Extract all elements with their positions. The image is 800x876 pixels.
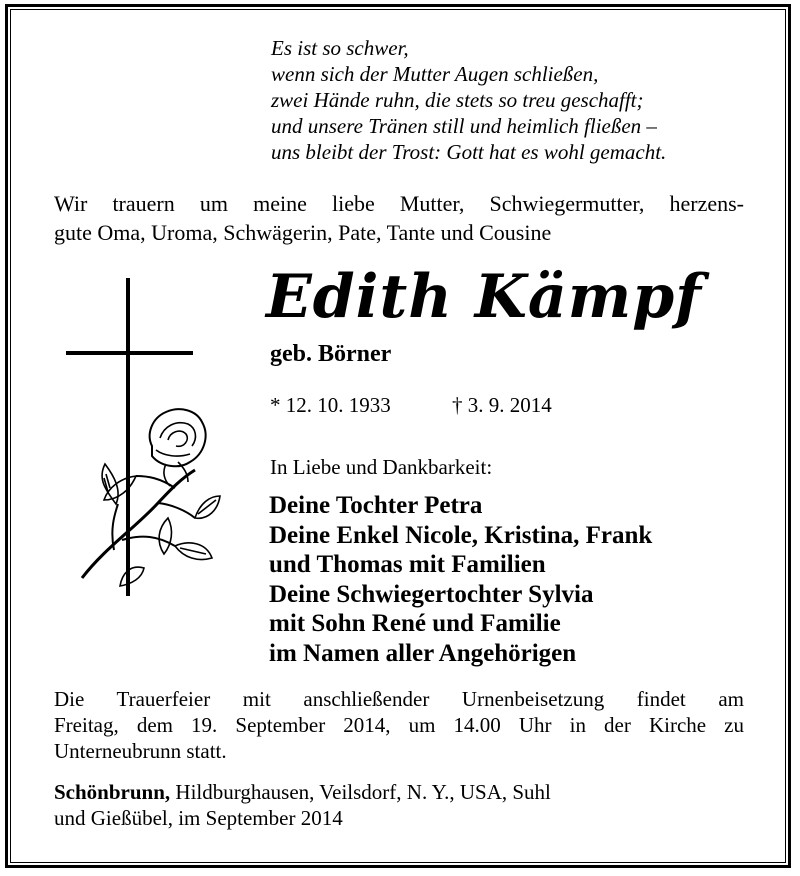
thanks-line: In Liebe und Dankbarkeit:: [270, 455, 493, 479]
place-rest: Hildburghausen, Veilsdorf, N. Y., USA, Suhl: [170, 780, 551, 804]
place-line-2: und Gießübel, im September 2014: [54, 806, 343, 830]
rose-icon: [82, 409, 220, 586]
cross-with-rose: [60, 278, 230, 598]
place-line-1: [54, 779, 551, 805]
ceremony-text: [54, 686, 744, 764]
mourners-list: [269, 491, 652, 668]
birth-date: * 12. 10. 1933: [270, 393, 391, 417]
mourner-line: im Namen aller Angehörigen: [269, 639, 577, 667]
deceased-name: Edith Kämpf: [266, 262, 702, 332]
ceremony-line: Unterneubrunn statt.: [54, 739, 227, 763]
poem: [271, 35, 666, 165]
mourner-line: Deine Enkel Nicole, Kristina, Frank: [269, 521, 653, 549]
intro-text: [54, 189, 744, 247]
place-date: [54, 779, 551, 831]
place-town: Schönbrunn,: [54, 780, 171, 804]
ceremony-line: Die Trauerfeier mit anschließender Urnenbeisetzung findet am: [54, 687, 744, 711]
intro-line: gute Oma, Uroma, Schwägerin, Pate, Tante und Cousine: [54, 220, 552, 245]
poem-line: uns bleibt der Trost: Gott hat es wohl gemacht.: [271, 140, 667, 164]
intro-line: Wir trauern um meine liebe Mutter, Schwiegermutter, herzens-: [54, 191, 744, 216]
poem-line: und unsere Tränen still und heimlich fließen –: [271, 114, 657, 138]
mourner-line: Deine Schwiegertochter Sylvia: [269, 580, 594, 608]
ceremony-line: Freitag, dem 19. September 2014, um 14.00 Uhr in der Kirche zu: [54, 713, 744, 737]
life-dates: [270, 393, 552, 418]
mourner-line: mit Sohn René und Familie: [269, 610, 561, 637]
mourner-line: Deine Tochter Petra: [269, 492, 483, 519]
cross-icon: [66, 278, 193, 596]
mourner-line: und Thomas mit Familien: [269, 551, 546, 578]
death-date: † 3. 9. 2014: [452, 393, 552, 417]
birth-name: geb. Börner: [270, 341, 392, 367]
poem-line: wenn sich der Mutter Augen schließen,: [271, 62, 599, 86]
poem-line: Es ist so schwer,: [271, 36, 409, 60]
poem-line: zwei Hände ruhn, die stets so treu geschafft;: [271, 88, 644, 112]
